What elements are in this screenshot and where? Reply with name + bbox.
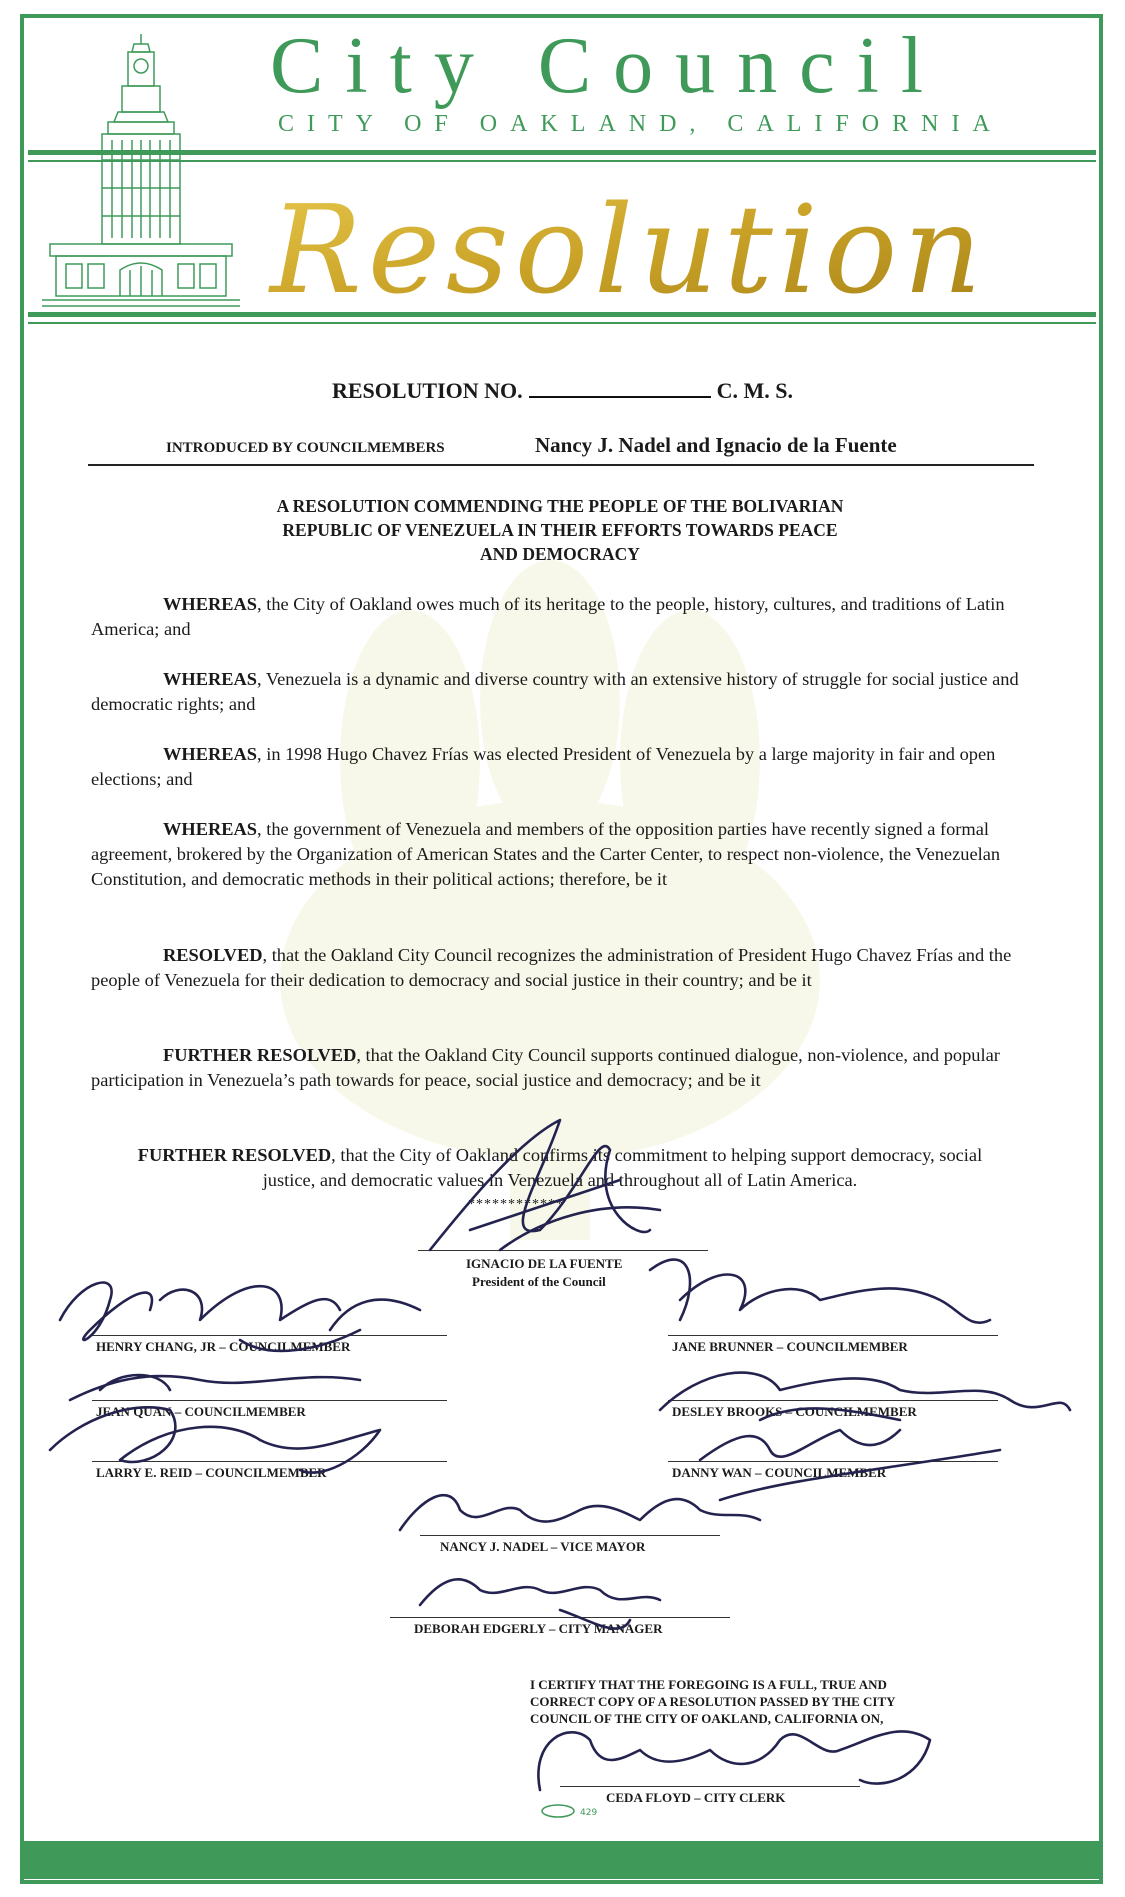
paragraph-lead: WHEREAS xyxy=(163,819,258,839)
introduced-by-line xyxy=(88,432,1034,466)
paragraph-lead: RESOLVED xyxy=(163,945,263,965)
paragraph-text: , that the City of Oakland confirms its commitment to helping support democracy, social justice, and democratic values in Venezuela and throughout all of Latin America. xyxy=(262,1145,983,1190)
paragraph-lead: WHEREAS xyxy=(163,744,258,764)
city-clerk-name: CEDA FLOYD – CITY CLERK xyxy=(606,1790,786,1805)
signatory-brunner: JANE BRUNNER – COUNCILMEMBER xyxy=(672,1339,908,1354)
signature-line xyxy=(418,1250,708,1251)
city-hall-illustration xyxy=(36,30,246,310)
union-bug-icon xyxy=(538,1803,598,1819)
paragraph-lead: FURTHER RESOLVED xyxy=(137,1145,332,1165)
paragraph-text: , that the Oakland City Council recognizes the administration of President Hugo Chavez Frías and the people of Venezuela for their dedication to democracy and social justice in their country; and be it xyxy=(91,945,1012,990)
paragraph-text: , the City of Oakland owes much of its heritage to the people, history, cultures, and traditions of Latin America; and xyxy=(91,594,1005,639)
seal-number: 429 xyxy=(580,1808,598,1818)
resolved-paragraph xyxy=(91,943,1031,993)
signature-line xyxy=(420,1535,720,1536)
paragraph-lead: WHEREAS xyxy=(163,669,258,689)
resolution-script-banner xyxy=(250,172,1080,352)
paragraph-text: , in 1998 Hugo Chavez Frías was elected President of Venezuela by a large majority in fair and open elections; and xyxy=(91,744,996,789)
certification-line: CORRECT COPY OF A RESOLUTION PASSED BY THE CITY xyxy=(530,1694,896,1709)
signatory-wan: DANNY WAN – COUNCILMEMBER xyxy=(672,1465,887,1480)
resolution-title-line: A RESOLUTION COMMENDING THE PEOPLE OF THE BOLIVARIAN xyxy=(276,496,844,516)
signatory-nadel: NANCY J. NADEL – VICE MAYOR xyxy=(440,1539,646,1554)
signature-line xyxy=(668,1461,998,1462)
signature-line xyxy=(668,1400,998,1401)
separator-stars: ************ xyxy=(468,1197,564,1212)
signature-line xyxy=(92,1400,447,1401)
footer-bar xyxy=(24,1841,1099,1879)
paragraph-text: , that the Oakland City Council supports continued dialogue, non-violence, and popular participation in Venezuela’s path towards for peace, social justice and democracy; and be it xyxy=(91,1045,1000,1090)
resolution-title xyxy=(150,494,970,566)
paragraph-text: , the government of Venezuela and members of the opposition parties have recently signed a formal agreement, brokered by the Organization of American States and the Carter Center, to respect non-violence, the Venezuelan Constitution, and democratic methods in their political actions; therefore, be it xyxy=(91,819,1001,889)
signature-line xyxy=(560,1786,860,1787)
union-label-seal xyxy=(538,1803,598,1824)
signature-line xyxy=(390,1617,730,1618)
further-resolved-paragraph xyxy=(110,1143,1010,1193)
paragraph-lead: WHEREAS xyxy=(163,594,258,614)
signatory-reid: LARRY E. REID – COUNCILMEMBER xyxy=(96,1465,327,1480)
resolution-number-prefix: RESOLUTION NO. xyxy=(331,378,523,403)
header-rule xyxy=(28,160,1096,162)
resolution-number-blank xyxy=(529,378,711,398)
certification-line: COUNCIL OF THE CITY OF OAKLAND, CALIFORNIA ON, xyxy=(530,1711,884,1726)
signatory-edgerly: DEBORAH EDGERLY – CITY MANAGER xyxy=(414,1621,663,1636)
signatory-brooks: DESLEY BROOKS – COUNCILMEMBER xyxy=(672,1404,917,1419)
header-rule xyxy=(28,150,1096,155)
further-resolved-paragraph xyxy=(91,1043,1031,1093)
whereas-paragraph xyxy=(91,667,1031,717)
certification-block xyxy=(530,1676,1010,1727)
introduced-label: INTRODUCED BY COUNCILMEMBERS xyxy=(166,440,445,456)
signatory-quan: JEAN QUAN – COUNCILMEMBER xyxy=(96,1404,306,1419)
resolution-title-line: AND DEMOCRACY xyxy=(480,544,640,564)
paragraph-text: , Venezuela is a dynamic and diverse country with an extensive history of struggle for social justice and democratic rights; and xyxy=(91,669,1019,714)
resolution-number xyxy=(0,378,1125,404)
city-subtitle: CITY OF OAKLAND, CALIFORNIA xyxy=(278,111,1003,137)
signature-line xyxy=(668,1335,998,1336)
whereas-paragraph xyxy=(91,742,1031,792)
signature-line xyxy=(92,1335,447,1336)
signature-line xyxy=(92,1461,447,1462)
resolution-number-suffix: C. M. S. xyxy=(716,378,794,403)
signatory-chang: HENRY CHANG, JR – COUNCILMEMBER xyxy=(96,1339,351,1354)
certification-line: I CERTIFY THAT THE FOREGOING IS A FULL, TRUE AND xyxy=(530,1677,887,1692)
introduced-names: Nancy J. Nadel and Ignacio de la Fuente xyxy=(535,433,897,457)
paragraph-lead: FURTHER RESOLVED xyxy=(163,1045,357,1065)
resolution-banner-text: Resolution xyxy=(270,179,988,321)
president-title: President of the Council xyxy=(472,1274,606,1289)
whereas-paragraph xyxy=(91,592,1031,642)
resolution-title-line: REPUBLIC OF VENEZUELA IN THEIR EFFORTS TOWARDS PEACE xyxy=(282,520,838,540)
council-title: City Council xyxy=(270,22,946,110)
whereas-paragraph xyxy=(91,817,1031,892)
president-name: IGNACIO DE LA FUENTE xyxy=(466,1256,623,1271)
